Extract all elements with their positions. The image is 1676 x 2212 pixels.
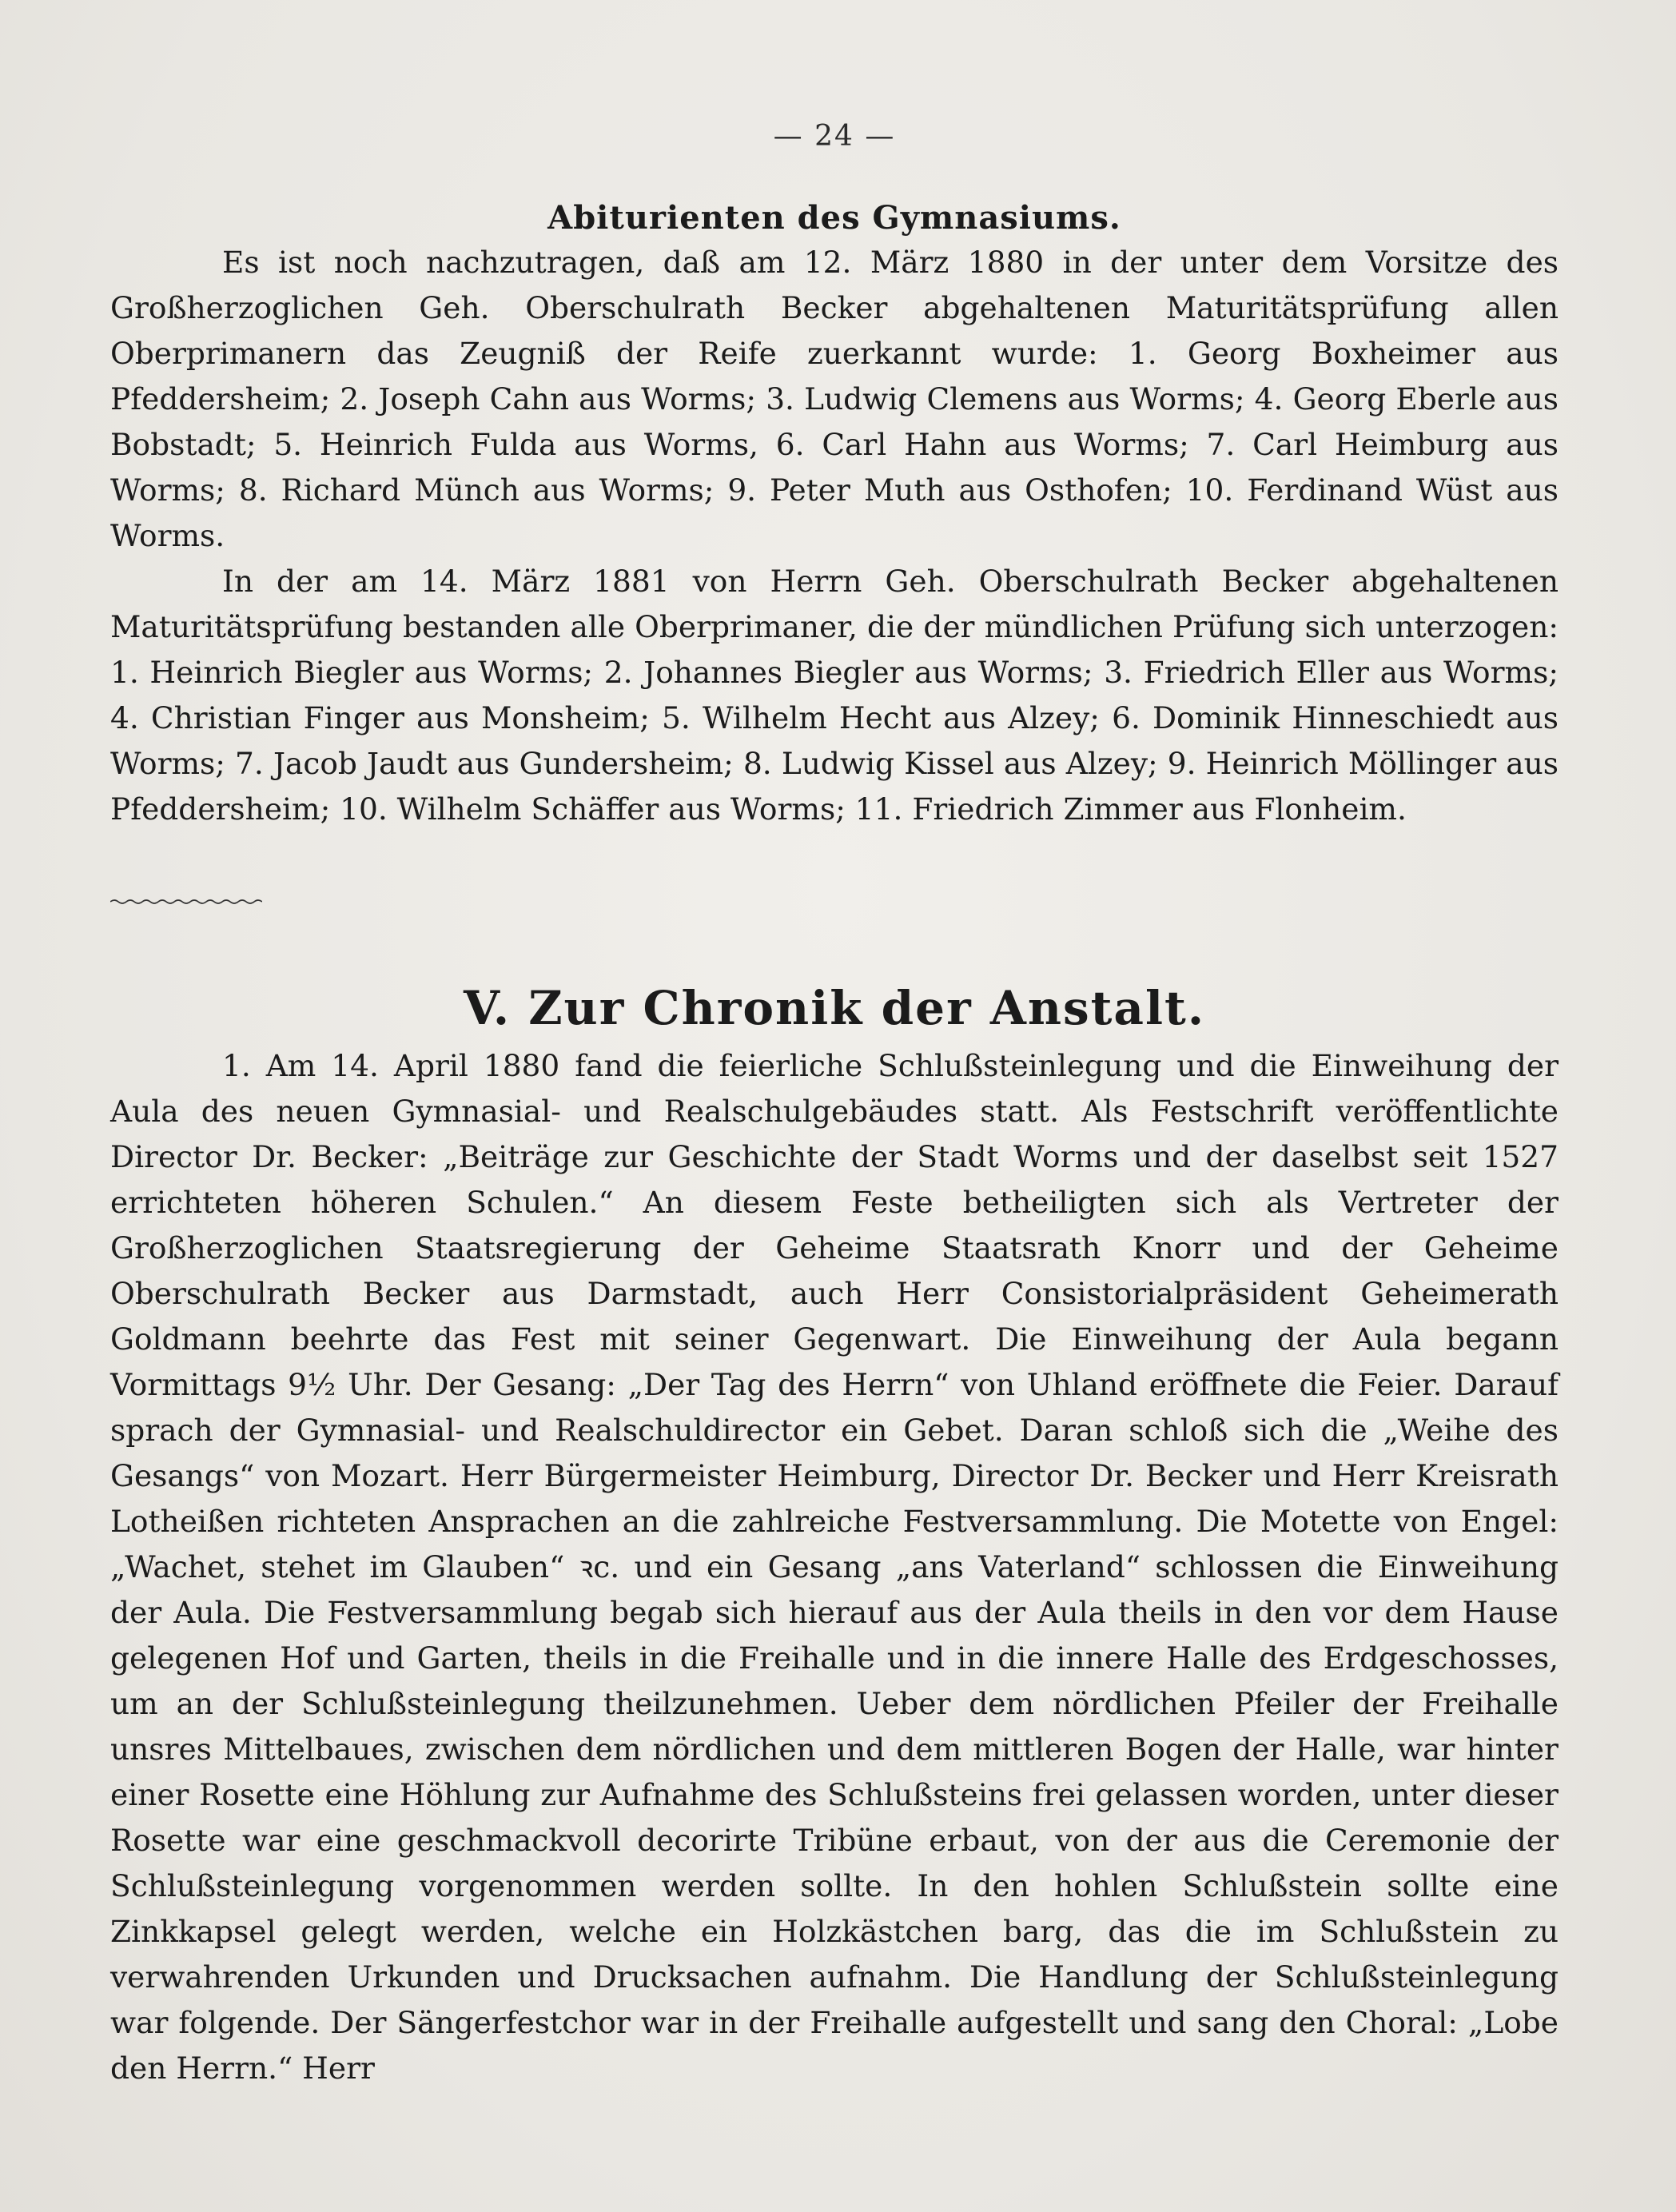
paragraph-abiturienten-1881: In der am 14. März 1881 von Herrn Geh. Oberschulrath Becker abgehaltenen Maturitätsprüfung bestanden alle Oberprimaner, die der mündlichen Prüfung sich unterzogen: 1. Heinrich Biegler aus Worms; 2. Johannes Biegler aus Worms; 3. Friedrich Eller aus Worms; 4. Christian Finger aus Monsheim; 5. Wilhelm Hecht aus Alzey; 6. Dominik Hinneschiedt aus Worms; 7. Jacob Jaudt aus Gundersheim; 8. Ludwig Kissel aus Alzey; 9. Heinrich Möllinger aus Pfeddersheim; 10. Wilhelm Schäffer aus Worms; 11. Friedrich Zimmer aus Flonheim. xyxy=(110,564,1559,827)
section-heading-abiturienten: Abiturienten des Gymnasiums. xyxy=(547,199,1121,237)
paragraph-abiturienten-1880: Es ist noch nachzutragen, daß am 12. März 1880 in der unter dem Vorsitze des Großherzoglichen Geh. Oberschulrath Becker abgehaltenen Maturitätsprüfung allen Oberprimanern das Zeugniß der Reife zuerkannt wurde: 1. Georg Boxheimer aus Pfeddersheim; 2. Joseph Cahn aus Worms; 3. Ludwig Clemens aus Worms; 4. Georg Eberle aus Bobstadt; 5. Heinrich Fulda aus Worms, 6. Carl Hahn aus Worms; 7. Carl Heimburg aus Worms; 8. Richard Münch aus Worms; 9. Peter Muth aus Osthofen; 10. Ferdinand Wüst aus Worms. xyxy=(110,245,1559,553)
decorative-wavy-rule xyxy=(110,898,262,906)
section-heading-chronik: V. Zur Chronik der Anstalt. xyxy=(463,981,1206,1035)
page-content xyxy=(110,120,1559,2091)
paragraph-chronik-1: 1. Am 14. April 1880 fand die feierliche Schlußsteinlegung und die Einweihung der Aula des neuen Gymnasial- und Realschulgebäudes statt. Als Festschrift veröffentlichte Director Dr. Becker: „Beiträge zur Geschichte der Stadt Worms und der daselbst seit 1527 errichteten höheren Schulen.“ An diesem Feste betheiligten sich als Vertreter der Großherzoglichen Staatsregierung der Geheime Staatsrath Knorr und der Geheime Oberschulrath Becker aus Darmstadt, auch Herr Consistorialpräsident Geheimerath Goldmann beehrte das Fest mit seiner Gegenwart. Die Einweihung der Aula begann Vormittags 9½ Uhr. Der Gesang: „Der Tag des Herrn“ von Uhland eröffnete die Feier. Darauf sprach der Gymnasial- und Realschuldirector ein Gebet. Daran schloß sich die „Weihe des Gesangs“ von Mozart. Herr Bürgermeister Heimburg, Director Dr. Becker und Herr Kreisrath Lotheißen richteten Ansprachen an die zahlreiche Festversammlung. Die Motette von Engel: „Wachet, stehet im Glauben“ ꝛc. und ein Gesang „ans Vaterland“ schlossen die Einweihung der Aula. Die Festversammlung begab sich hierauf aus der Aula theils in den vor dem Hause gelegenen Hof und Garten, theils in die Freihalle und in die innere Halle des Erdgeschosses, um an der Schlußsteinlegung theilzunehmen. Ueber dem nördlichen Pfeiler der Freihalle unsres Mittelbaues, zwischen dem nördlichen und dem mittleren Bogen der Halle, war hinter einer Rosette eine Höhlung zur Aufnahme des Schlußsteins frei gelassen worden, unter dieser Rosette war eine geschmackvoll decorirte Tribüne erbaut, von der aus die Ceremonie der Schlußsteinlegung vorgenommen werden sollte. In den hohlen Schlußstein sollte eine Zinkkapsel gelegt werden, welche ein Holzkästchen barg, das die im Schlußstein zu verwahrenden Urkunden und Drucksachen aufnahm. Die Handlung der Schlußsteinlegung war folgende. Der Sängerfestchor war in der Freihalle aufgestellt und sang den Choral: „Lobe den Herrn.“ Herr xyxy=(110,1048,1559,2086)
page-number: — 24 — xyxy=(773,120,896,153)
